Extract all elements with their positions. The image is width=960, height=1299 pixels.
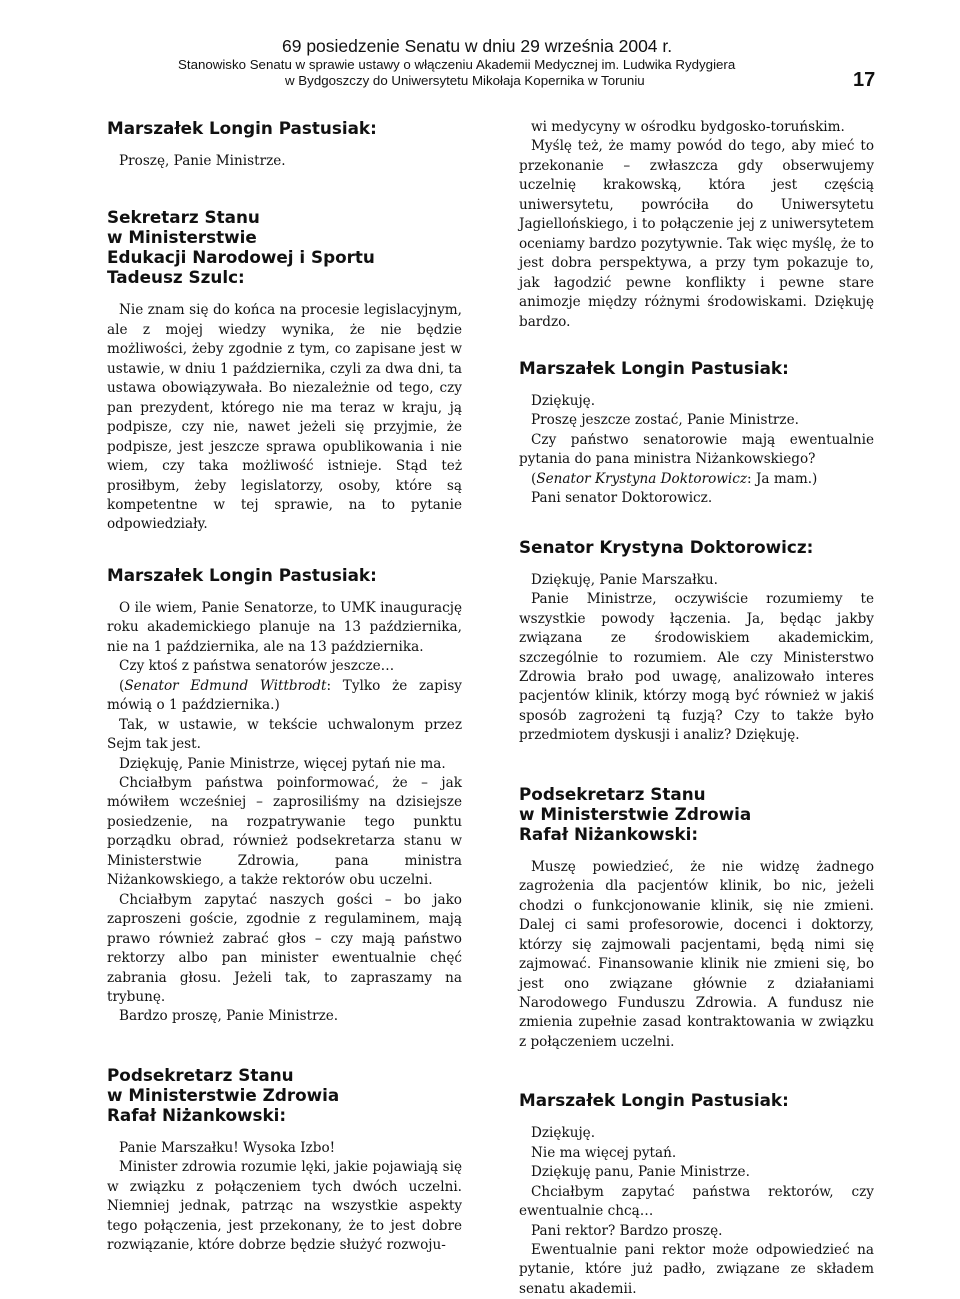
header-subject-line-2: w Bydgoszczy do Uniwersytetu Mikołaja Kopernika w Toruniu xyxy=(285,73,645,88)
speaker-heading: Marszałek Longin Pastusiak: xyxy=(519,1090,789,1111)
paragraph: Ewentualnie pani rektor może odpowiedzieć na pytanie, które już padło, związane ze składem senatu akademii. xyxy=(519,1242,874,1297)
interjecting-speaker: Senator Krystyna Doktorowicz xyxy=(536,470,748,487)
paragraph: Czy ktoś z państwa senatorów jeszcze… xyxy=(119,658,395,675)
speaker-name: Rafał Niżankowski: xyxy=(519,823,699,844)
paren-open: ( xyxy=(119,677,125,694)
right-column xyxy=(519,118,874,1299)
paragraph: Proszę, Panie Ministrze. xyxy=(119,153,286,169)
speaker-heading xyxy=(107,1065,462,1125)
paragraph: Pani senator Doktorowicz. xyxy=(531,490,713,507)
paragraph: Dziękuję, Panie Marszałku. xyxy=(531,571,718,588)
paragraph: Nie ma więcej pytań. xyxy=(531,1144,677,1161)
left-column xyxy=(107,118,462,1256)
paragraph: Dziękuję. xyxy=(531,392,596,409)
paragraph: Nie znam się do końca na procesie legislacyjnym, ale z mojej wiedzy wynika, że nie będzie możliwości, żeby zgodnie z tym, co zapisane jest w ustawie, w dniu 1 października, czyli za dwa dni, ta ustawa obowiązywała. Bo niezależnie od tego, czy pan prezydent, którego nie ma teraz w kraju, ją podpisze, czy nie, nawet jeżeli się przyjmie, że podpisze, jest jeszcze sprawa opublikowania i nie wiem, czy taka możliwość istnieje. Stąd też prosiłbym, żeby legislatorzy, osoby, które są kompetentne w tej sprawie, na to pytanie odpowiedziały. xyxy=(107,302,462,533)
paragraph: Proszę jeszcze zostać, Panie Ministrze. xyxy=(531,412,799,429)
paragraph: Dziękuję. xyxy=(531,1125,596,1142)
paragraph: O ile wiem, Panie Senatorze, to UMK inaugurację roku akademickiego planuje na 13 października, nie na 1 października, ale na 13 października. xyxy=(107,599,462,655)
interjection xyxy=(107,677,462,716)
paren-open: ( xyxy=(531,470,537,487)
interjection-text: : Tylko że zapisy mówią o 1 października.) xyxy=(107,677,462,714)
speaker-name: Tadeusz Szulc: xyxy=(107,267,245,288)
interjection xyxy=(519,470,874,489)
paragraph: Panie Marszałku! Wysoka Izbo! xyxy=(119,1139,336,1156)
speaker-role: Edukacji Narodowej i Sportu xyxy=(107,247,375,268)
paragraph: Dziękuję, Panie Ministrze, więcej pytań nie ma. xyxy=(119,755,446,772)
paragraph: Tak, w ustawie, w tekście uchwalonym przez Sejm tak jest. xyxy=(107,716,462,753)
paragraph: Czy państwo senatorowie mają ewentualnie pytania do pana ministra Niżankowskiego? xyxy=(519,431,874,468)
paragraph: wi medycyny w ośrodku bydgosko-toruńskim. xyxy=(531,119,845,135)
paragraph: Panie Ministrze, oczywiście rozumiemy te wszystkie powody łączenia. Ja, będąc jakby związana ze środowiskiem akademickim, szczególnie to rozumiem. Ale czy Ministerstwo Zdrowia brało pod uwagę, analizowało interes pacjentów klinik, którzy mogą być również w jakiś sposób zagrożeni tą fuzją? Czy to także było przedmiotem dyskusji i analiz? Dziękuję. xyxy=(519,591,874,744)
speaker-heading: Marszałek Longin Pastusiak: xyxy=(107,564,377,585)
paragraph: Chciałbym zapytać państwa rektorów, czy ewentualnie chcą… xyxy=(519,1183,874,1220)
paragraph: Chciałbym zapytać naszych gości – bo jako zaproszeni goście, zgodnie z regulaminem, mają prawo również zabrać głos – czy mają państwo rektorzy albo pan minister ewentualnie chęć zabrania głosu. Jeżeli tak, to zapraszamy na trybunę. xyxy=(107,891,462,1005)
header-subject-line-1: Stanowisko Senatu w sprawie ustawy o włączeniu Akademii Medycznej im. Ludwika Rydygiera xyxy=(178,57,736,72)
paragraph: Bardzo proszę, Panie Ministrze. xyxy=(119,1008,339,1025)
speaker-role: w Ministerstwie xyxy=(107,227,257,248)
speaker-heading: Marszałek Longin Pastusiak: xyxy=(519,357,789,378)
speaker-role: Sekretarz Stanu xyxy=(107,207,260,228)
running-header xyxy=(0,0,960,100)
paragraph: Minister zdrowia rozumie lęki, jakie pojawiają się w związku z połączeniem tych dwóch uczelni. Niemniej jednak, patrząc na wszystkie aspekty tego połączenia, jest przekonany, że to jest dobre rozwiązanie, które dobrze będzie służyć rozwoju- xyxy=(107,1159,462,1254)
speaker-heading: Marszałek Longin Pastusiak: xyxy=(107,118,377,138)
page-number: 17 xyxy=(853,69,876,91)
paragraph: Chciałbym państwa poinformować, że – jak mówiłem wcześniej – zaprosiliśmy na dzisiejsze posiedzenie, na rozpatrywanie tego punktu porządku obrad, również podsekretarza stanu w Ministerstwie Zdrowia, pana ministra Niżankowskiego, a także rektorów obu uczelni. xyxy=(107,774,462,889)
interjection-text: : Ja mam.) xyxy=(747,470,818,487)
speaker-name: Rafał Niżankowski: xyxy=(107,1104,287,1125)
paragraph: Myślę też, że mamy powód do tego, aby mieć to przekonanie – zwłaszcza gdy obserwujemy uczelnię krakowską, która jest częścią uniwersytetu, powróciła do Uniwersytetu Jagiellońskiego, i to połączenie jej z uniwersytetem oceniamy bardzo pozytywnie. Tak więc myślę, że to jest dobra perspektywa, a przy tym pokazuje to, jak łagodzić pewne konflikty i pewne stare animozje między różnymi środowiskami. Dziękuję bardzo. xyxy=(519,138,874,330)
interjecting-speaker: Senator Edmund Wittbrodt xyxy=(124,677,327,694)
speaker-role: Podsekretarz Stanu xyxy=(519,783,706,804)
speaker-role: Podsekretarz Stanu xyxy=(107,1064,294,1085)
paragraph: Dziękuję panu, Panie Ministrze. xyxy=(531,1164,750,1181)
paragraph: Muszę powiedzieć, że nie widzę żadnego zagrożenia dla pacjentów klinik, bo nic, jeżeli chodzi o funkcjonowanie klinik, się nie zmieni. Dalej ci sami profesorowie, docenci i doktorzy, którzy się zajmowali pacjentami, będą nimi się zajmować. Finansowanie klinik nie zmieni się, bo jest ono związane głównie z działaniami Narodowego Funduszu Zdrowia. A fundusz nie zmienia zupełnie zasad kontraktowania w związku z połączeniem uczelni. xyxy=(519,858,874,1050)
speaker-role: w Ministerstwie Zdrowia xyxy=(107,1084,340,1105)
paragraph: Pani rektor? Bardzo proszę. xyxy=(531,1222,723,1239)
header-session-title: 69 posiedzenie Senatu w dniu 29 września 2004 r. xyxy=(282,36,673,56)
speaker-role: w Ministerstwie Zdrowia xyxy=(519,803,752,824)
speaker-heading: Senator Krystyna Doktorowicz: xyxy=(519,536,814,557)
speaker-heading xyxy=(519,784,874,844)
speaker-heading xyxy=(107,207,462,287)
